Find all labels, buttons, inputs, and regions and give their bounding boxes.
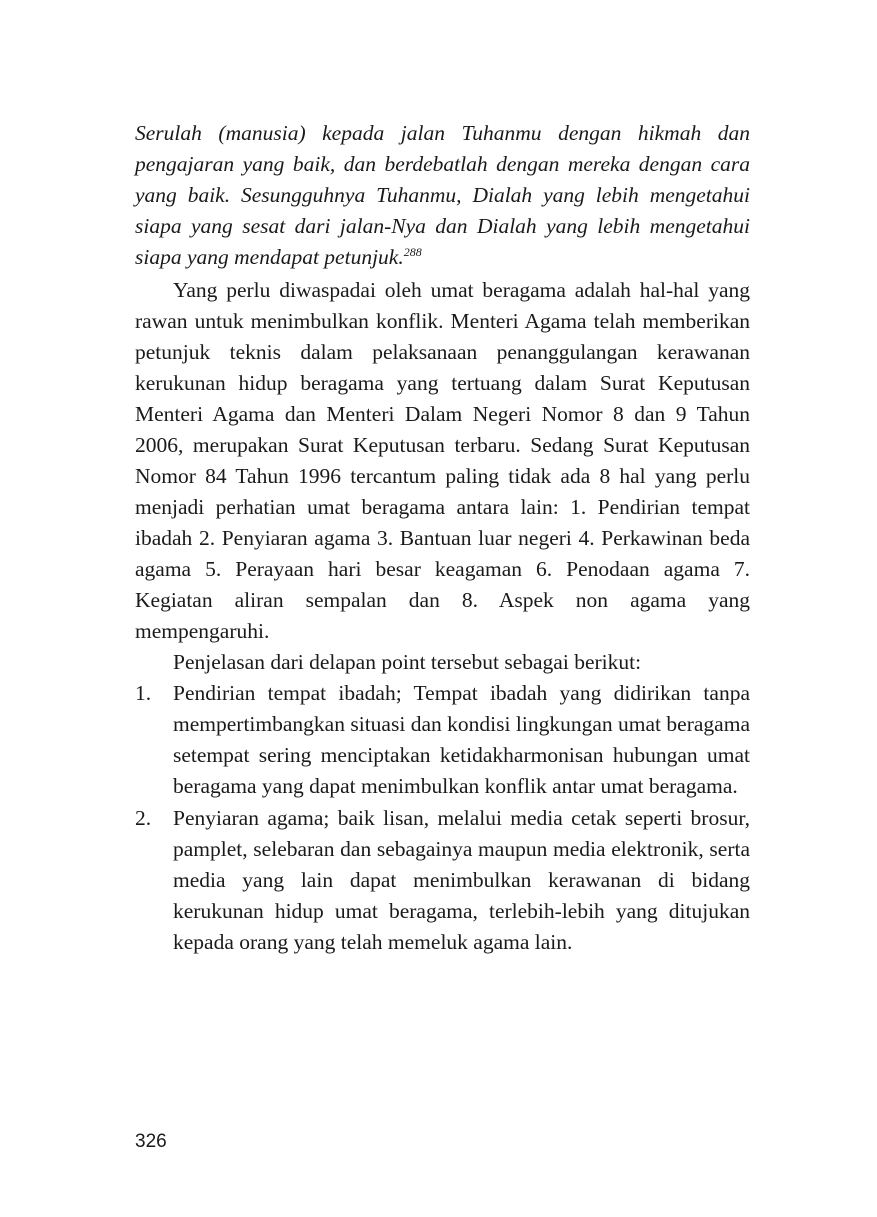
page-number: 326: [135, 1131, 167, 1152]
numbered-list: [135, 678, 750, 958]
paragraph-vulnerabilities: Yang perlu diwaspadai oleh umat beragama adalah hal-hal yang rawan untuk menimbulkan konflik. Menteri Agama telah memberikan petunjuk teknis dalam pelaksanaan penanggulangan kerawanan kerukunan hidup beragama yang tertuang dalam Surat Keputusan Menteri Agama dan Menteri Dalam Negeri Nomor 8 dan 9 Tahun 2006, merupakan Surat Keputusan terbaru. Sedang Surat Keputusan Nomor 84 Tahun 1996 tercantum paling tidak ada 8 hal yang perlu menjadi perhatian umat beragama antara lain: 1. Pendirian tempat ibadah 2. Penyiaran agama 3. Bantuan luar negeri 4. Perkawinan beda agama 5. Perayaan hari besar keagaman 6. Penodaan agama 7. Kegiatan aliran sempalan dan 8. Aspek non agama yang mempengaruhi.: [135, 278, 750, 643]
list-item-number: 1.: [135, 681, 152, 705]
list-item-text: Penyiaran agama; baik lisan, melalui media cetak seperti brosur, pamplet, selebaran dan sebagainya maupun media elektronik, serta media yang lain dapat menimbulkan kerawanan di bidang kerukunan hidup umat beragama, terlebih-lebih yang ditujukan kepada orang yang telah memeluk agama lain.: [173, 806, 750, 954]
list-item-text: Pendirian tempat ibadah; Tempat ibadah yang didirikan tanpa mempertimbangkan situasi dan kondisi lingkungan umat beragama setempat sering menciptakan ketidakharmonisan hubungan umat beragama yang dapat menimbulkan konflik antar umat beragama.: [173, 681, 750, 798]
footnote-ref[interactable]: 288: [403, 244, 422, 259]
page-body: [135, 118, 750, 959]
list-item-number: 2.: [135, 806, 152, 830]
quote-text: Serulah (manusia) kepada jalan Tuhanmu dengan hikmah dan pengajaran yang baik, dan berdebatlah dengan mereka dengan cara yang baik. Sesungguhnya Tuhanmu, Dialah yang lebih mengetahui siapa yang sesat dari jalan-Nya dan Dialah yang lebih mengetahui siapa yang mendapat petunjuk.: [135, 121, 750, 269]
list-item: [135, 678, 750, 802]
paragraph-explanation-intro: Penjelasan dari delapan point tersebut sebagai berikut:: [173, 650, 642, 674]
list-item: [135, 803, 750, 958]
quran-quote: [135, 118, 750, 273]
